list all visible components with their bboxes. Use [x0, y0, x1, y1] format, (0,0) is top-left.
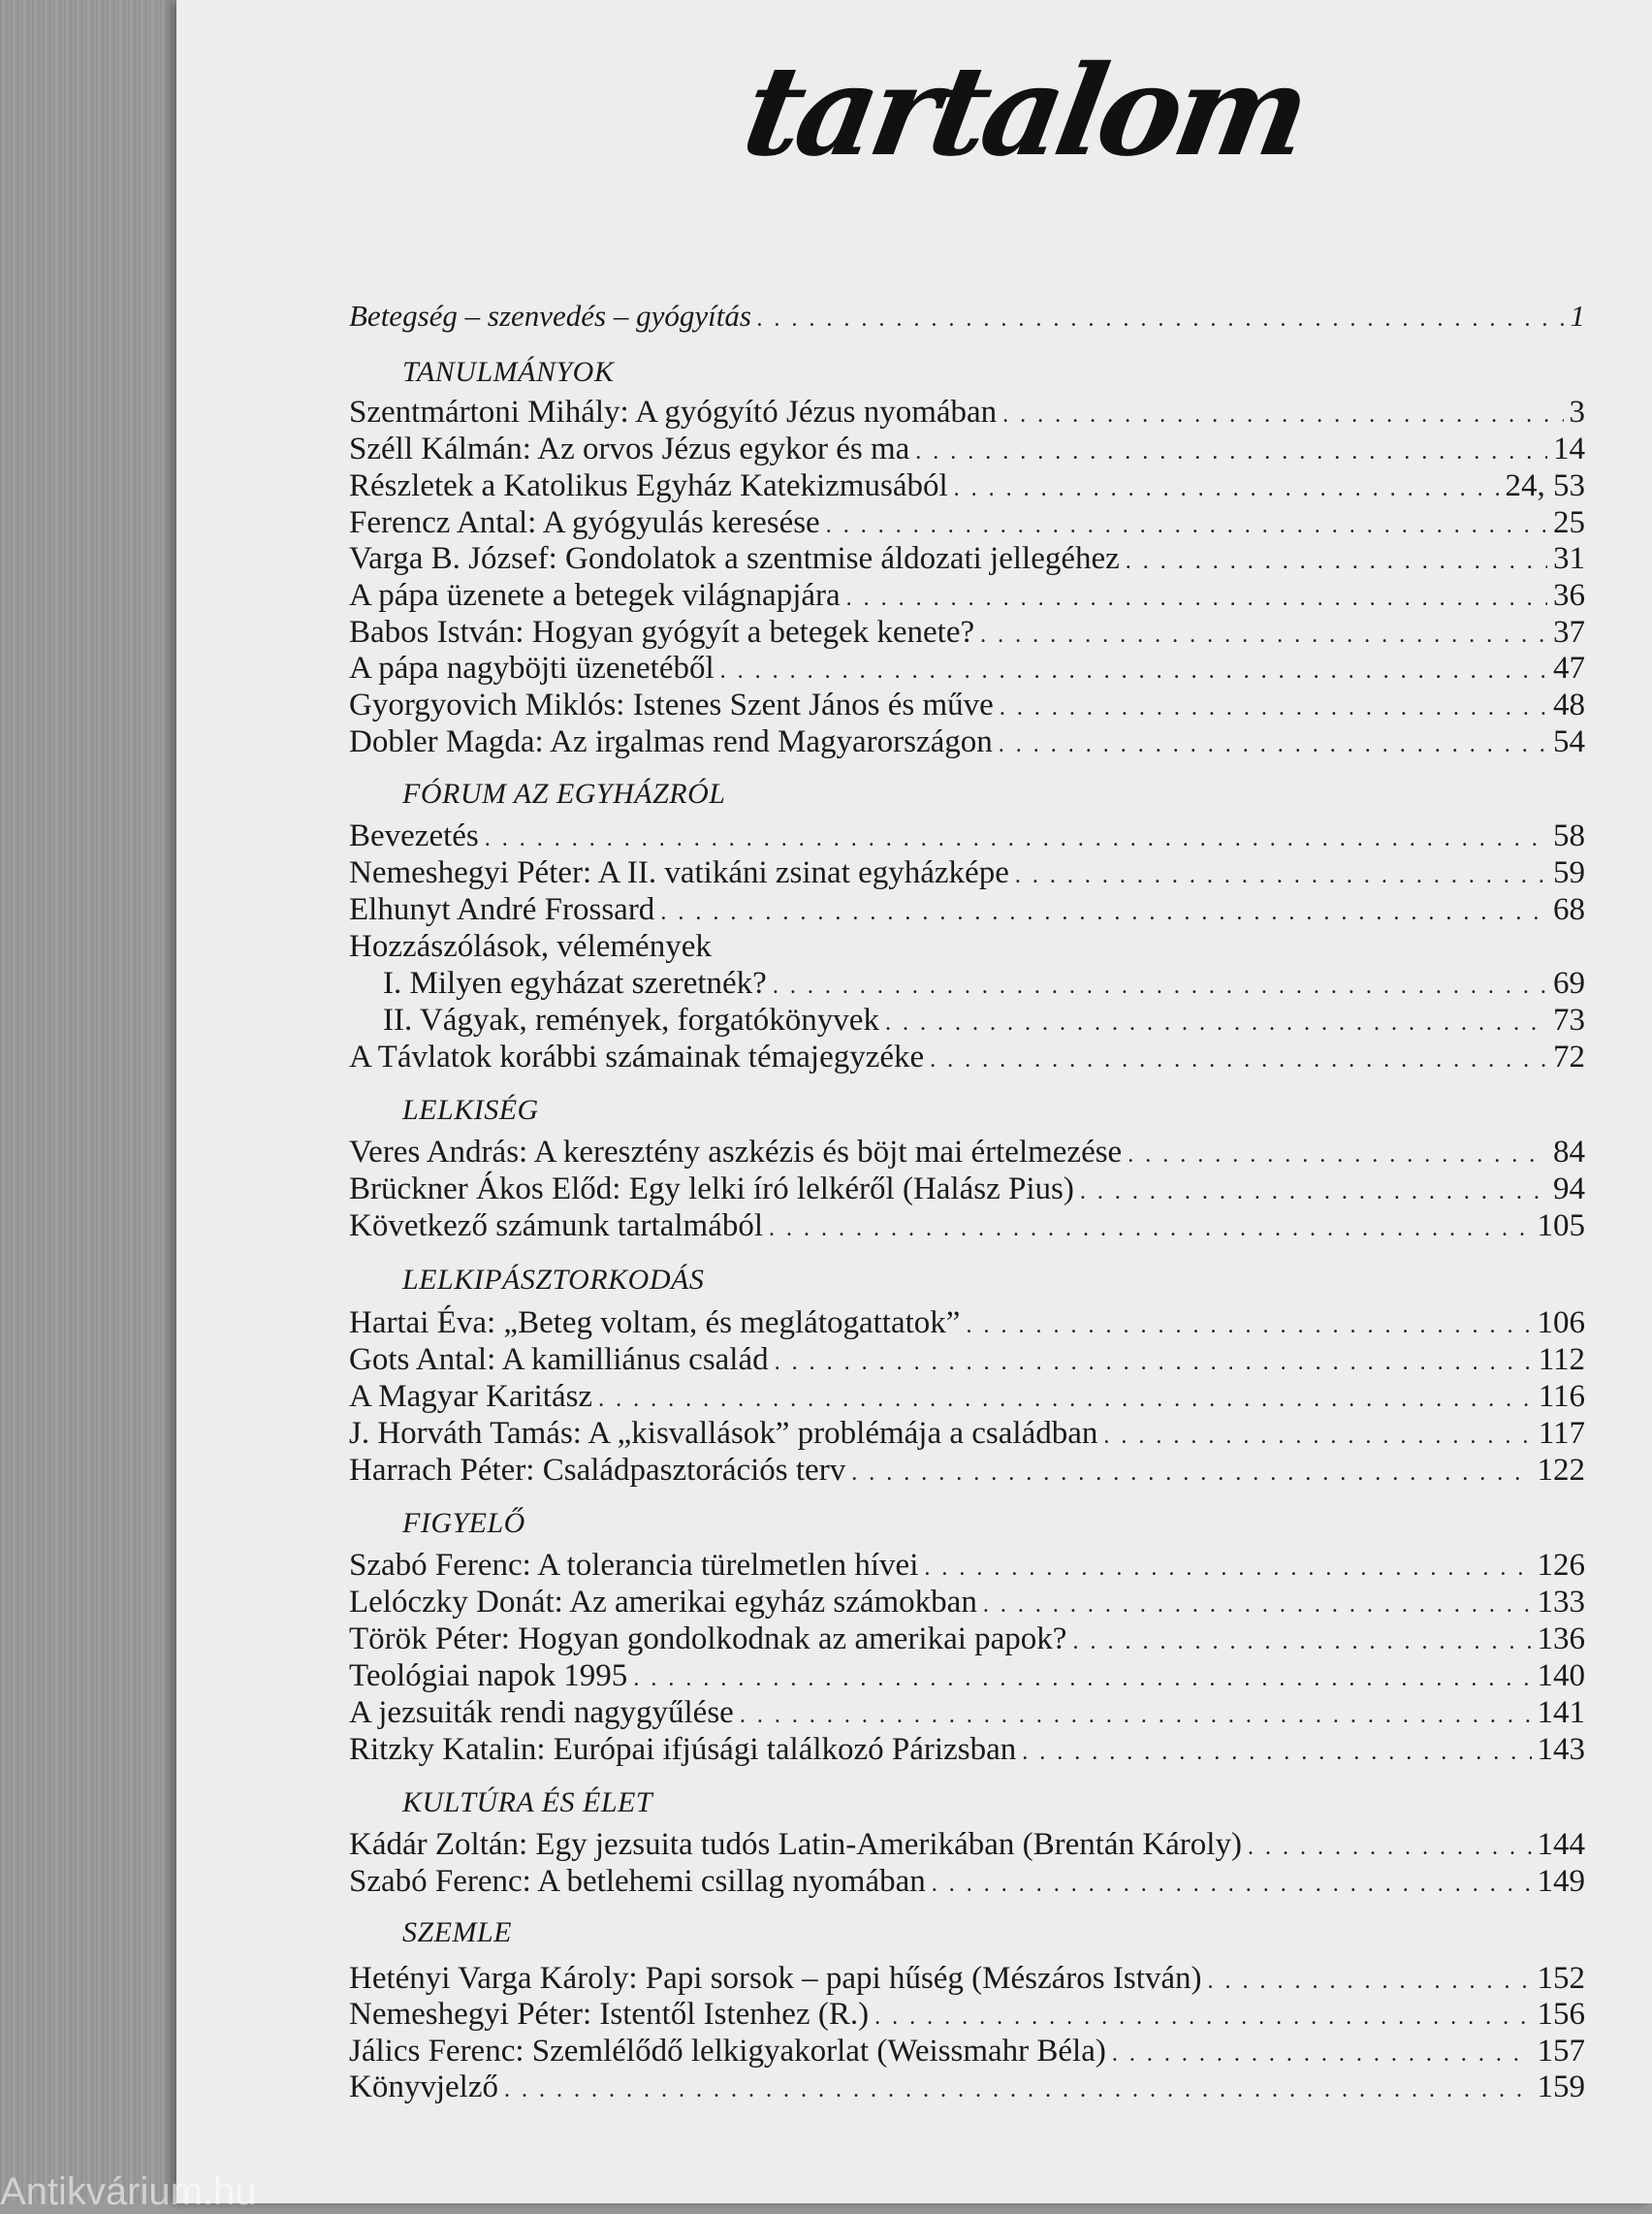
- toc-entry: [349, 1415, 1585, 1452]
- entry-label: Elhunyt André Frossard: [349, 892, 655, 927]
- toc-entry: [349, 1657, 1585, 1694]
- entry-label: J. Horváth Tamás: A „kisvallások” problémája a családban: [349, 1416, 1098, 1451]
- entry-page: 106: [1537, 1305, 1585, 1340]
- entry-label: Kádár Zoltán: Egy jezsuita tudós Latin-Amerikában (Brentán Károly): [349, 1827, 1242, 1862]
- entry-page: 149: [1537, 1864, 1585, 1899]
- entry-page: 105: [1537, 1208, 1585, 1243]
- entry-label: Hozzászólások, vélemények: [349, 929, 712, 964]
- toc-entry: [349, 577, 1585, 614]
- toc-entry: [349, 540, 1585, 577]
- entry-page: 141: [1537, 1695, 1585, 1730]
- entry-page: 133: [1537, 1585, 1585, 1620]
- section-heading: TANULMÁNYOK: [402, 356, 615, 388]
- entry-label: Bevezetés: [349, 818, 479, 853]
- entry-label: Harrach Péter: Családpasztorációs terv: [349, 1453, 846, 1488]
- entry-label: A Magyar Karitász: [349, 1379, 593, 1414]
- entry-label: A pápa üzenete a betegek világnapjára: [349, 578, 841, 613]
- entry-page: 126: [1537, 1548, 1585, 1583]
- entry-page: 31: [1553, 541, 1585, 576]
- entry-page: 68: [1553, 892, 1585, 927]
- toc-entry: [349, 1039, 1585, 1075]
- entry-page: 54: [1553, 724, 1585, 759]
- entry-label: Részletek a Katolikus Egyház Katekizmusából: [349, 468, 948, 503]
- entry-label: Szabó Ferenc: A betlehemi csillag nyomában: [349, 1864, 926, 1899]
- toc-entry: [349, 504, 1585, 541]
- entry-page: 152: [1537, 1961, 1585, 1996]
- entry-page: 37: [1553, 615, 1585, 650]
- section-heading: LELKIPÁSZTORKODÁS: [402, 1264, 705, 1296]
- entry-label: Török Péter: Hogyan gondolkodnak az amerikai papok?: [349, 1621, 1067, 1656]
- entry-label: A jezsuiták rendi nagygyűlése: [349, 1695, 734, 1730]
- toc-entry: [349, 1207, 1585, 1244]
- entry-page: 47: [1553, 651, 1585, 686]
- entry-page: 159: [1537, 2070, 1585, 2104]
- entry-label: Brückner Ákos Előd: Egy lelki író lelkéről (Halász Pius): [349, 1171, 1074, 1206]
- entry-page: 94: [1553, 1171, 1585, 1206]
- toc-entry: [349, 467, 1585, 504]
- page-title: tartalom: [733, 39, 1316, 184]
- toc-entry: [349, 1584, 1585, 1620]
- entry-label: Gyorgyovich Miklós: Istenes Szent János és műve: [349, 688, 994, 722]
- entry-page: 140: [1537, 1658, 1585, 1693]
- entry-page: 36: [1553, 578, 1585, 613]
- toc-entry-editorial: [349, 298, 1585, 335]
- entry-label: A Távlatok korábbi számainak témajegyzéke: [349, 1040, 925, 1075]
- toc-entry-group: [349, 928, 1585, 965]
- toc-entry: [349, 687, 1585, 723]
- toc-entry: [349, 1731, 1585, 1768]
- entry-page: 3: [1569, 395, 1585, 430]
- entry-page: 144: [1537, 1827, 1585, 1862]
- toc-entry: [349, 431, 1585, 467]
- entry-page: 25: [1553, 505, 1585, 540]
- toc-entry: [349, 854, 1585, 891]
- toc-entry: [349, 1452, 1585, 1489]
- section-heading: FIGYELŐ: [402, 1507, 525, 1539]
- entry-page: 73: [1553, 1003, 1585, 1038]
- toc-entry: [349, 614, 1585, 651]
- section-heading: SZEMLE: [402, 1916, 513, 1948]
- toc-entry: [349, 1960, 1585, 1997]
- section-heading: LELKISÉG: [402, 1094, 539, 1126]
- entry-page: 59: [1553, 855, 1585, 890]
- toc-entry: [349, 394, 1585, 431]
- entry-label: Teológiai napok 1995: [349, 1658, 628, 1693]
- entry-page: 157: [1537, 2034, 1585, 2069]
- toc-entry: [349, 1341, 1585, 1378]
- entry-label: Varga B. József: Gondolatok a szentmise áldozati jellegéhez: [349, 541, 1120, 576]
- entry-page: 112: [1538, 1342, 1585, 1377]
- entry-label: Következő számunk tartalmából: [349, 1208, 764, 1243]
- entry-page: 156: [1537, 1997, 1585, 2032]
- toc-entry: [349, 1863, 1585, 1900]
- entry-label: Lelóczky Donát: Az amerikai egyház számokban: [349, 1585, 977, 1620]
- entry-page: 122: [1537, 1453, 1585, 1488]
- toc-entry: [349, 1826, 1585, 1863]
- entry-page: 1: [1570, 299, 1585, 333]
- toc-entry: [349, 723, 1585, 760]
- toc-entry: [349, 1694, 1585, 1731]
- toc-entry: [349, 1996, 1585, 2033]
- toc-entry: [349, 650, 1585, 687]
- toc-entry: [349, 1171, 1585, 1207]
- toc-entry: [349, 1378, 1585, 1415]
- entry-label: Széll Kálmán: Az orvos Jézus egykor és ma: [349, 432, 910, 466]
- entry-page: 69: [1553, 966, 1585, 1001]
- entry-page: 48: [1553, 688, 1585, 722]
- entry-page: 58: [1553, 818, 1585, 853]
- entry-label: A pápa nagyböjti üzenetéből: [349, 651, 715, 686]
- entry-label: Dobler Magda: Az irgalmas rend Magyarországon: [349, 724, 993, 759]
- toc-entry: [349, 1134, 1585, 1171]
- entry-label: Nemeshegyi Péter: A II. vatikáni zsinat egyházképe: [349, 855, 1009, 890]
- entry-label: Veres András: A keresztény aszkézis és böjt mai értelmezése: [349, 1135, 1123, 1170]
- section-heading: KULTÚRA ÉS ÉLET: [402, 1786, 653, 1818]
- toc-entry: [349, 1547, 1585, 1584]
- entry-label: II. Vágyak, remények, forgatókönyvek: [383, 1003, 879, 1038]
- toc-entry: [349, 1620, 1585, 1657]
- entry-page: 136: [1537, 1621, 1585, 1656]
- toc-entry: [383, 965, 1585, 1002]
- entry-label: Szentmártoni Mihály: A gyógyító Jézus nyomában: [349, 395, 998, 430]
- watermark: Antikvárium.hu: [0, 2170, 257, 2213]
- entry-page: 143: [1537, 1732, 1585, 1767]
- entry-label: Gots Antal: A kamilliánus család: [349, 1342, 769, 1377]
- entry-label: Hetényi Varga Károly: Papi sorsok – papi hűség (Mészáros István): [349, 1961, 1202, 1996]
- entry-label: Szabó Ferenc: A tolerancia türelmetlen hívei: [349, 1548, 919, 1583]
- entry-label: Ferencz Antal: A gyógyulás keresése: [349, 505, 820, 540]
- entry-label: Betegség – szenvedés – gyógyítás: [349, 299, 751, 333]
- toc-entry: [349, 1304, 1585, 1341]
- entry-page: 117: [1538, 1416, 1585, 1451]
- entry-label: Ritzky Katalin: Európai ifjúsági találkozó Párizsban: [349, 1732, 1017, 1767]
- toc-entry: [349, 2033, 1585, 2070]
- toc-entry: [349, 891, 1585, 928]
- entry-label: Babos István: Hogyan gyógyít a betegek kenete?: [349, 615, 975, 650]
- entry-page: 84: [1553, 1135, 1585, 1170]
- entry-label: Hartai Éva: „Beteg voltam, és meglátogattatok”: [349, 1305, 961, 1340]
- section-heading: FÓRUM AZ EGYHÁZRÓL: [402, 778, 726, 810]
- entry-label: Nemeshegyi Péter: Istentől Istenhez (R.): [349, 1997, 870, 2032]
- entry-page: 72: [1553, 1040, 1585, 1075]
- toc-entry: [349, 2069, 1585, 2105]
- toc-entry: [349, 818, 1585, 854]
- entry-label: I. Milyen egyházat szeretnék?: [383, 966, 767, 1001]
- entry-page: 24, 53: [1505, 468, 1585, 503]
- toc-entry: [383, 1002, 1585, 1039]
- entry-label: Könyvjelző: [349, 2070, 498, 2104]
- entry-page: 14: [1553, 432, 1585, 466]
- entry-page: 116: [1538, 1379, 1585, 1414]
- entry-label: Jálics Ferenc: Szemlélődő lelkigyakorlat (Weissmahr Béla): [349, 2034, 1106, 2069]
